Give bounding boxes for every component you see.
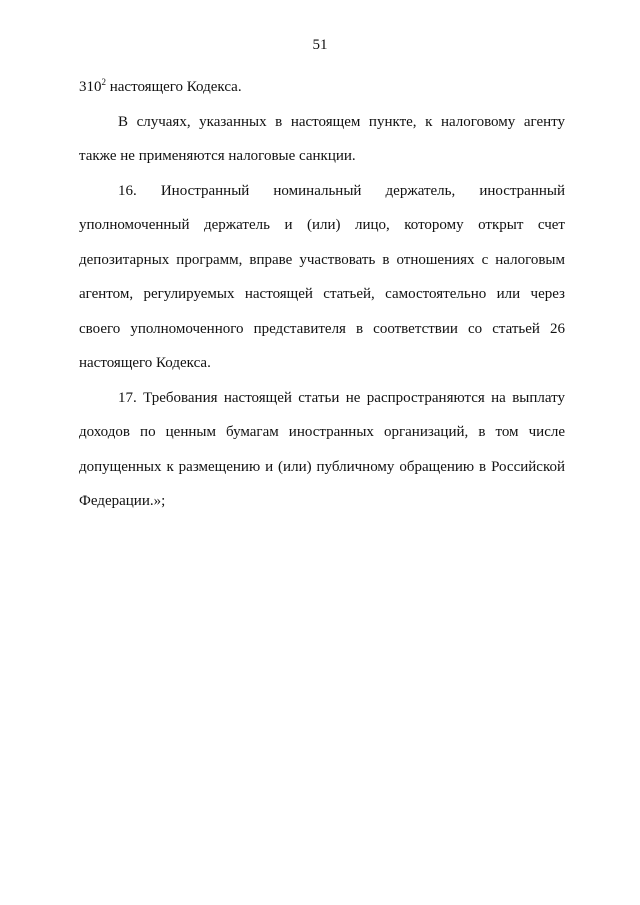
paragraph-continuation-text: настоящего Кодекса. xyxy=(106,79,242,95)
article-number: 310 xyxy=(79,79,102,95)
article-number-superscript: 2 xyxy=(101,77,106,87)
paragraph-16: 16. Иностранный номинальный держатель, иностранный уполномоченный держатель и (или) лицо, которому открыт счет депозитарных программ, вправе участвовать в отношениях с налоговым агентом, регулируемых настоящей статьей, самостоятельно или через своего уполномоченного представителя в соответствии со статьей 26 настоящего Кодекса. xyxy=(79,182,565,371)
paragraph-17: 17. Требования настоящей статьи не распространяются на выплату доходов по ценным бумагам иностранных организаций, в том числе допущенных к размещению и (или) публичному обращению в Российской Федерации.»; xyxy=(79,389,565,509)
page-number: 51 xyxy=(312,37,328,53)
paragraph-continuation xyxy=(79,70,565,105)
document-body xyxy=(79,70,565,519)
paragraph-sanctions: В случаях, указанных в настоящем пункте, к налоговому агенту также не применяются налоговые санкции. xyxy=(79,113,565,164)
